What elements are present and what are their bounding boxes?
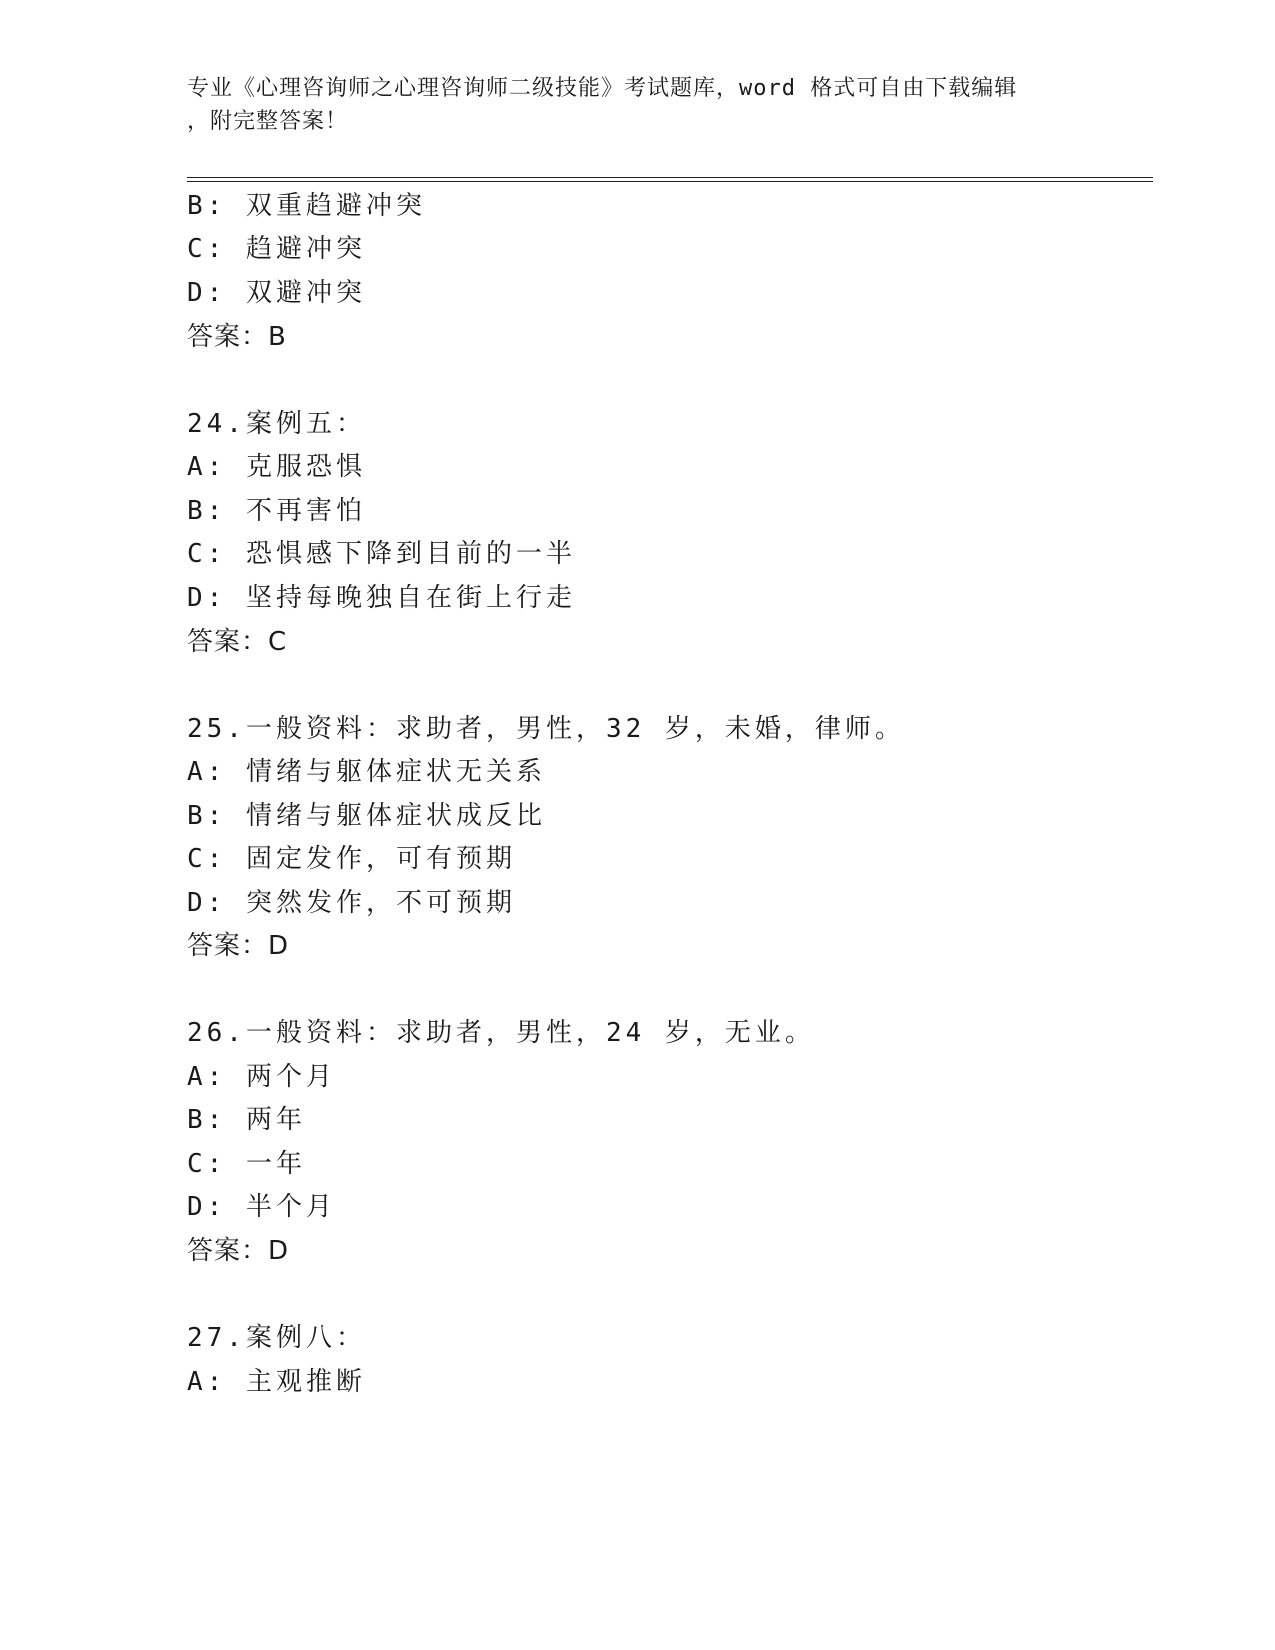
option-c: C: 一年 — [187, 1149, 306, 1179]
answer-line: 答案：D — [187, 931, 290, 961]
document-header — [187, 72, 1087, 138]
question-25: 25.一般资料：求助者，男性，32 岁，未婚，律师。 — [187, 714, 905, 744]
option-d: D: 坚持每晚独自在街上行走 — [187, 583, 576, 613]
option-b: B: 两年 — [187, 1105, 306, 1135]
option-b: B: 情绪与躯体症状成反比 — [187, 801, 546, 831]
option-a: A: 主观推断 — [187, 1367, 366, 1397]
question-24: 24.案例五： — [187, 409, 366, 439]
option-a: A: 情绪与躯体症状无关系 — [187, 757, 546, 787]
header-divider — [187, 177, 1153, 182]
question-27: 27.案例八： — [187, 1323, 366, 1353]
answer-line: 答案：B — [187, 322, 287, 352]
option-a: A: 克服恐惧 — [187, 452, 366, 482]
option-c: C: 固定发作，可有预期 — [187, 844, 516, 874]
option-c: C: 恐惧感下降到目前的一半 — [187, 539, 576, 569]
option-c: C: 趋避冲突 — [187, 234, 366, 264]
option-a: A: 两个月 — [187, 1062, 336, 1092]
header-line-2: ，附完整答案！ — [187, 109, 349, 134]
option-b: B: 不再害怕 — [187, 496, 366, 526]
option-d: D: 双避冲突 — [187, 278, 366, 308]
question-26: 26.一般资料：求助者，男性，24 岁，无业。 — [187, 1018, 815, 1048]
option-d: D: 半个月 — [187, 1192, 336, 1222]
option-d: D: 突然发作，不可预期 — [187, 888, 516, 918]
header-line-1: 专业《心理咨询师之心理咨询师二级技能》考试题库，word 格式可自由下载编辑 — [187, 76, 1018, 101]
answer-line: 答案：D — [187, 1236, 290, 1266]
option-b: B: 双重趋避冲突 — [187, 191, 426, 221]
answer-line: 答案：C — [187, 627, 288, 657]
